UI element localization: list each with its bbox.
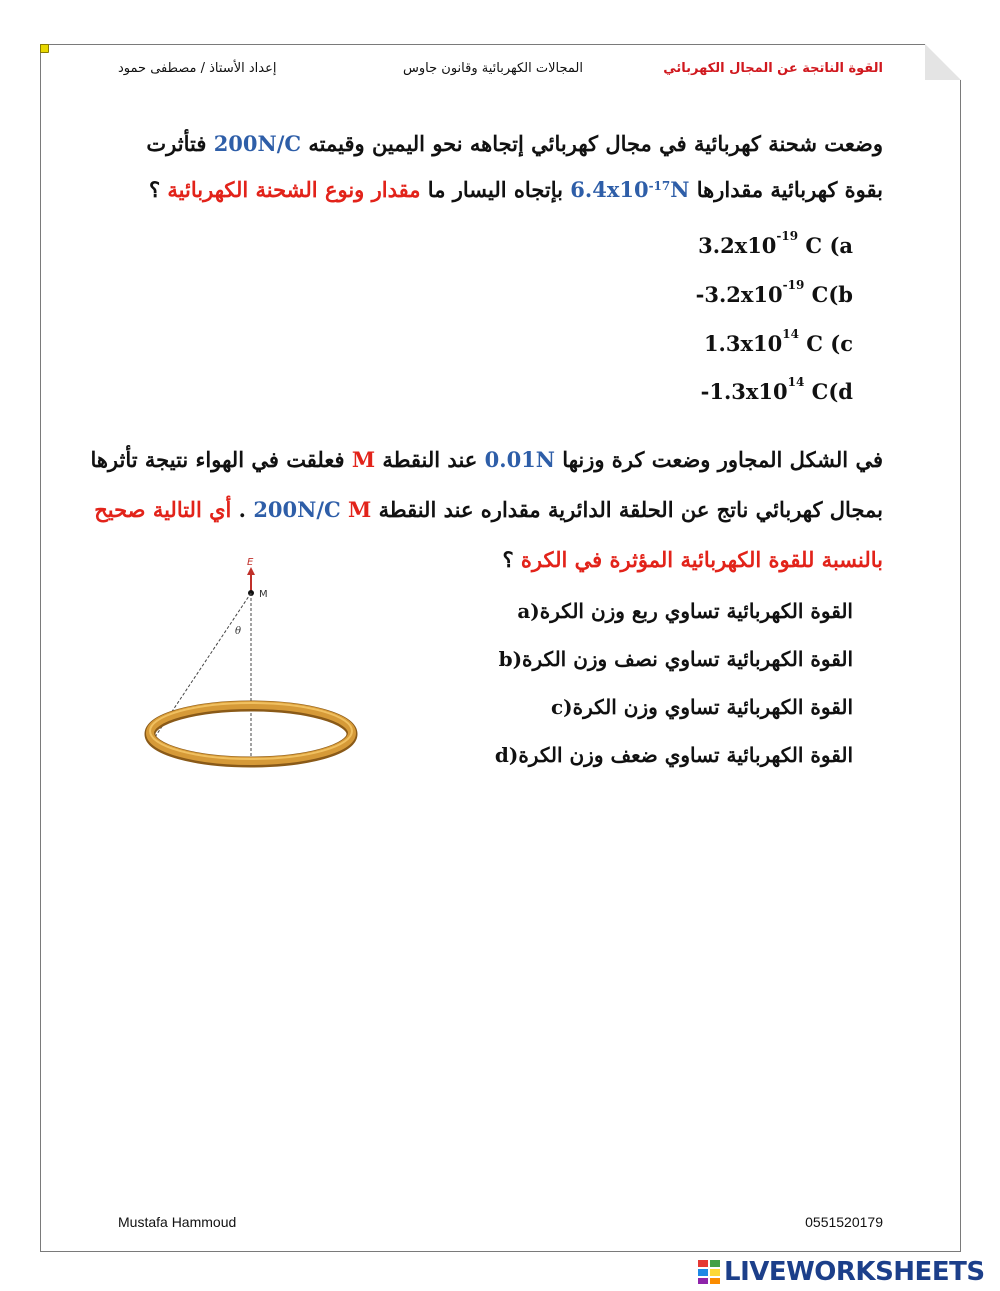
q2-ask: أي التالية صحيح بالنسبة للقوة الكهربائية المؤثرة في الكرة	[94, 497, 883, 572]
q1-ask: مقدار ونوع الشحنة الكهربائية	[167, 177, 421, 202]
q1-field-value: 200N/C	[213, 131, 302, 156]
header-topic: القوة الناتجة عن المجال الكهربائي	[663, 61, 883, 76]
footer-author: Mustafa Hammoud	[118, 1214, 237, 1230]
q2-part4: .	[231, 497, 254, 522]
q1-part3: بإتجاه اليسار ما	[420, 177, 571, 202]
option-unit: C	[804, 282, 829, 307]
option-unit: C	[798, 331, 823, 356]
q2-option-c[interactable]: القوة الكهربائية تساوي وزن الكرة(c	[550, 695, 853, 719]
marker-icon	[40, 44, 49, 53]
q1-part1: وضعت شحنة كهربائية في مجال كهربائي إتجاهه نحو اليمين وقيمته	[301, 131, 883, 156]
q1-force-value	[570, 177, 689, 202]
worksheet-page	[40, 44, 961, 1252]
option-text: القوة الكهربائية تساوي نصف وزن الكرة	[522, 647, 853, 671]
option-letter: c	[550, 695, 564, 719]
q1-force-base: 6.4x10	[570, 177, 649, 202]
q1-option-b[interactable]	[695, 278, 853, 307]
q2-part2: عند النقطة	[375, 447, 485, 472]
q1-part2: فتأثرت بقوة كهربائية مقدارها	[146, 131, 883, 202]
liveworksheets-logo[interactable]	[698, 1257, 985, 1287]
option-exp: 14	[782, 327, 799, 341]
option-letter: (c	[830, 331, 853, 356]
q2-option-b[interactable]: القوة الكهربائية تساوي نصف وزن الكرة(b	[498, 647, 853, 671]
ring-figure	[141, 553, 361, 783]
option-base: 1.3x10	[703, 331, 783, 356]
q2-option-d[interactable]: القوة الكهربائية تساوي ضعف وزن الكرة(d	[494, 743, 853, 767]
q2-part3: فعلقت في الهواء نتيجة تأثرها بمجال كهربائي ناتج عن الحلقة الدائرية مقداره عند النقطة	[90, 447, 883, 522]
q2-qmark: ؟	[502, 547, 521, 572]
header-unit: المجالات الكهربائية وقانون جاوس	[403, 61, 583, 76]
q2-field: 200N/C	[253, 497, 341, 522]
q2-point2: M	[348, 497, 372, 522]
q1-force-exp: -17	[648, 179, 671, 193]
header-teacher: إعداد الأستاذ / مصطفى حمود	[118, 61, 277, 76]
option-exp: -19	[782, 278, 805, 292]
q1-option-a[interactable]	[698, 229, 853, 258]
q2-part1: في الشكل المجاور وضعت كرة وزنها	[554, 447, 883, 472]
option-text: القوة الكهربائية تساوي ربع وزن الكرة	[539, 599, 853, 623]
option-base: -1.3x10	[700, 379, 788, 404]
option-exp: 14	[787, 375, 805, 389]
option-letter: (a	[829, 233, 853, 258]
q2-point: M	[351, 447, 376, 472]
option-letter: a	[517, 599, 531, 623]
brand-name: LIVEWORKSHEETS	[724, 1257, 985, 1287]
point-label: M	[259, 589, 268, 600]
question-1-text	[123, 121, 883, 213]
option-letter: b	[498, 647, 513, 671]
field-label: E	[247, 557, 254, 568]
option-letter: d	[494, 743, 509, 767]
option-base: -3.2x10	[695, 282, 783, 307]
liveworksheets-icon	[698, 1260, 720, 1284]
footer-phone: 0551520179	[805, 1214, 883, 1230]
q1-force-unit: N	[670, 177, 690, 202]
option-letter: (b	[828, 282, 853, 307]
option-text: القوة الكهربائية تساوي وزن الكرة	[572, 695, 853, 719]
q2-option-a[interactable]: القوة الكهربائية تساوي ربع وزن الكرة(a	[517, 599, 853, 623]
q1-option-d[interactable]	[700, 375, 853, 404]
option-exp: -19	[776, 229, 799, 243]
q2-weight: 0.01N	[484, 447, 555, 472]
angle-label: θ	[235, 626, 242, 637]
option-letter: (d	[828, 379, 853, 404]
option-text: القوة الكهربائية تساوي ضعف وزن الكرة	[518, 743, 853, 767]
page-fold-icon	[925, 44, 961, 80]
option-base: 3.2x10	[698, 233, 777, 258]
q1-qmark: ؟	[148, 177, 168, 202]
option-unit: C	[798, 233, 823, 258]
field-arrow-head-icon	[247, 567, 255, 575]
option-unit: C	[804, 379, 829, 404]
q1-option-c[interactable]	[703, 327, 853, 356]
